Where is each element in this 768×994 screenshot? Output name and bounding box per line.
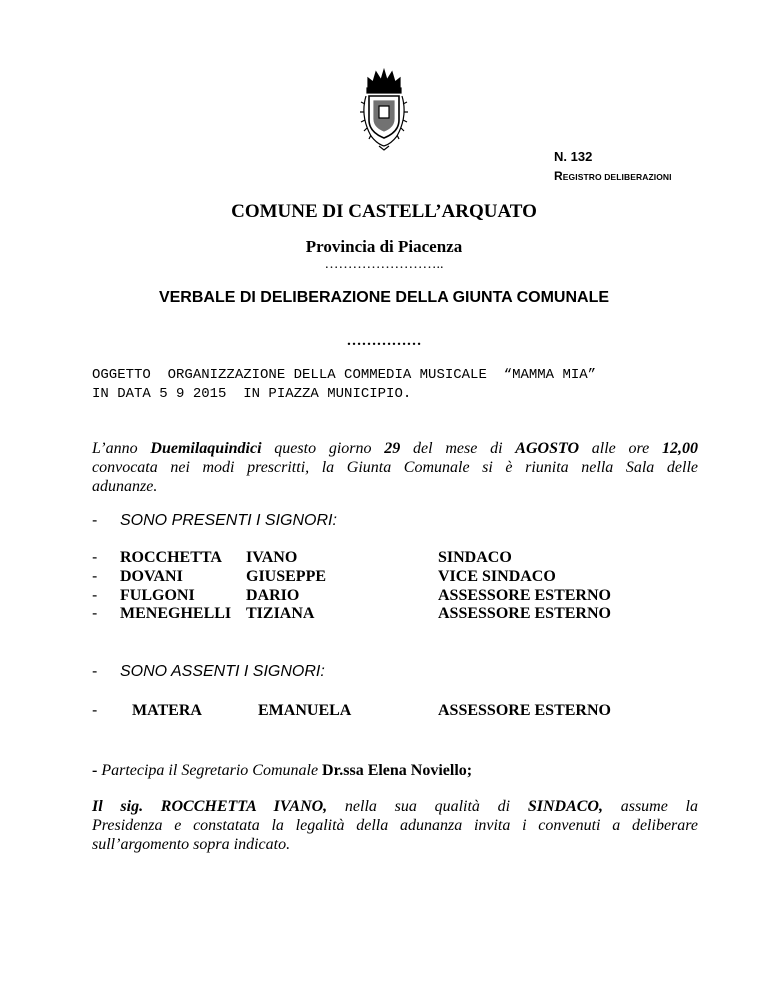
intro-year: Duemilaquindici <box>150 440 262 457</box>
closing-line-1 <box>92 797 698 816</box>
member-role: SINDACO <box>438 549 512 566</box>
closing-name: ROCCHETTA IVANO, <box>143 798 328 815</box>
subject-block <box>92 366 596 404</box>
member-role: VICE SINDACO <box>438 568 556 585</box>
intro-day: 29 <box>384 440 401 457</box>
intro-text: L’anno <box>92 440 151 457</box>
member-surname: FULGONI <box>120 587 195 604</box>
dotted-separator-2: …………… <box>346 333 422 349</box>
member-surname: DOVANI <box>120 568 183 585</box>
member-dash: - <box>92 549 98 566</box>
municipal-coat-of-arms-icon <box>357 66 411 152</box>
intro-month: AGOSTO <box>515 440 579 457</box>
member-role: ASSESSORE ESTERNO <box>438 605 611 622</box>
register-label <box>554 169 672 183</box>
present-dash: - <box>92 512 98 529</box>
secretary-text: Partecipa il Segretario Comunale <box>101 762 323 779</box>
member-name: TIZIANA <box>246 605 315 622</box>
intro-line-1 <box>92 439 698 458</box>
member-role: ASSESSORE ESTERNO <box>438 702 611 719</box>
verbale-heading: VERBALE DI DELIBERAZIONE DELLA GIUNTA COMUNALE <box>158 289 610 306</box>
closing-paragraph <box>92 797 698 854</box>
intro-line-3: adunanze. <box>92 478 158 495</box>
intro-text: questo giorno <box>261 440 385 457</box>
member-surname: MATERA <box>132 702 202 719</box>
member-role: ASSESSORE ESTERNO <box>438 587 611 604</box>
closing-text: assume la <box>602 798 699 815</box>
member-dash: - <box>92 587 98 604</box>
closing-line-3: sull’argomento sopra indicato. <box>92 836 291 853</box>
member-dash: - <box>92 568 98 585</box>
subject-line-2: IN DATA 5 9 2015 IN PIAZZA MUNICIPIO. <box>92 386 412 402</box>
subject-line-1: OGGETTO ORGANIZZAZIONE DELLA COMMEDIA MUSICALE “MAMMA MIA” <box>92 367 597 383</box>
closing-text: nella sua qualità di <box>327 798 528 815</box>
member-surname: ROCCHETTA <box>120 549 222 566</box>
absent-heading: SONO ASSENTI I SIGNORI: <box>120 663 325 680</box>
secretary-line <box>92 762 472 780</box>
intro-line-2: convocata nei modi prescritti, la Giunta Comunale si è riunita nella Sala delle <box>92 459 698 476</box>
member-name: DARIO <box>246 587 300 604</box>
comune-title: COMUNE DI CASTELL’ARQUATO <box>231 201 537 222</box>
present-heading: SONO PRESENTI I SIGNORI: <box>120 512 337 529</box>
closing-role: SINDACO, <box>527 798 603 815</box>
closing-sig: Il sig. <box>92 798 144 815</box>
member-name: GIUSEPPE <box>246 568 327 585</box>
intro-text: del mese di <box>400 440 516 457</box>
register-label-initial: R <box>554 169 563 183</box>
absent-dash: - <box>92 663 98 680</box>
intro-time: 12,00 <box>662 440 699 457</box>
intro-text: alle ore <box>579 440 663 457</box>
member-name: IVANO <box>246 549 298 566</box>
provincia-title: Provincia di Piacenza <box>305 237 463 256</box>
closing-line-2: Presidenza e constatata la legalità della adunanza invita i convenuti a deliberare <box>92 817 698 834</box>
member-surname: MENEGHELLI <box>120 605 232 622</box>
secretary-dash: - <box>92 762 102 779</box>
member-name: EMANUELA <box>258 702 352 719</box>
secretary-name: Dr.ssa Elena Noviello; <box>322 762 473 779</box>
member-dash: - <box>92 702 98 719</box>
register-label-rest: EGISTRO DELIBERAZIONI <box>562 172 672 182</box>
member-dash: - <box>92 605 98 622</box>
intro-paragraph <box>92 439 698 496</box>
dotted-separator-1: …………………….. <box>324 257 444 272</box>
register-number: N. 132 <box>554 149 593 164</box>
